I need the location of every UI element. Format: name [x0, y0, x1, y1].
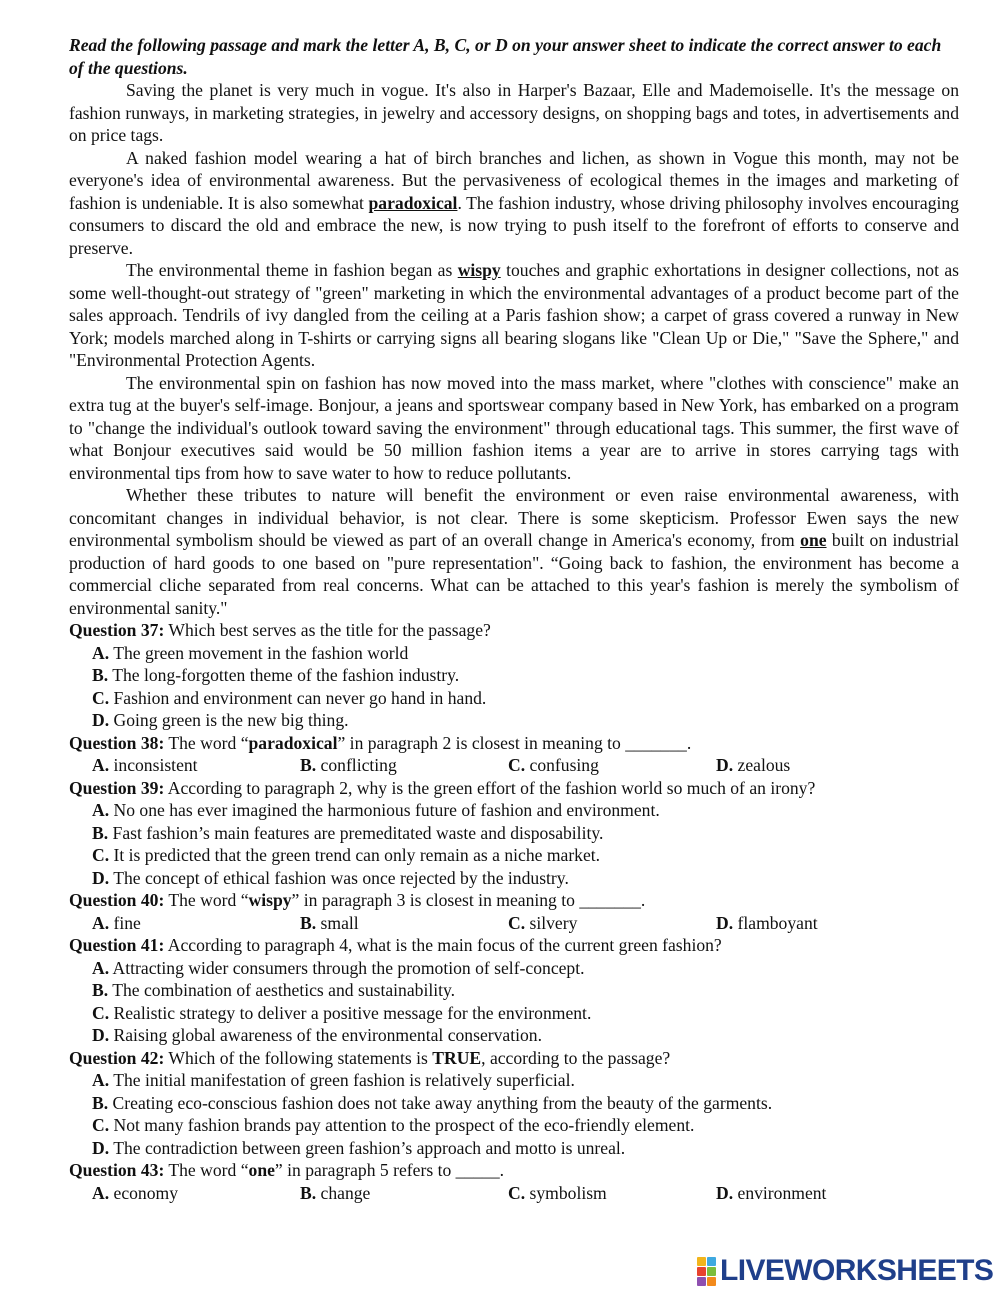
question-label: Question 42: [69, 1047, 165, 1068]
question-43: Question 43: The word “one” in paragraph 5 refers to _____. [69, 1160, 505, 1180]
keyword-wispy: wispy [457, 260, 501, 280]
question-keyword: one [248, 1160, 275, 1180]
q42-option-a[interactable]: A. The initial manifestation of green fashion is relatively superficial. [92, 1070, 575, 1090]
paragraph-1: Saving the planet is very much in vogue. It's also in Harper's Bazaar, Elle and Mademoiselle. It's the message on fashion runways, in marketing strategies, in jewelry and accessory designs, on shopping bags and totes, in advertisements and on price tags. [69, 80, 959, 145]
question-label: Question 40: [69, 890, 165, 910]
q42-option-c[interactable]: C. Not many fashion brands pay attention to the prospect of the eco-friendly element. [92, 1115, 695, 1135]
q43-option-d[interactable]: D. environment [716, 1182, 827, 1203]
paragraph-3 [69, 259, 959, 372]
paragraph-5-text-b: built on industrial production of hard goods to one based on "pure representation". “Going back to fashion, the environment has become a commercial cliche separated from real concerns. What can be attached to this year's fashion is merely the symbolism of environmental sanity." [69, 530, 959, 618]
question-label: Question 38: [69, 732, 165, 753]
q38-option-c[interactable]: C. confusing [508, 755, 599, 775]
q39-option-a[interactable]: A. No one has ever imagined the harmonious future of fashion and environment. [92, 800, 660, 820]
question-39 [69, 777, 959, 800]
liveworksheets-logo-icon [697, 1257, 716, 1286]
paragraph-2 [69, 147, 959, 260]
keyword-one: one [800, 530, 827, 550]
question-40: Question 40: The word “wispy” in paragraph 3 is closest in meaning to _______. [69, 890, 646, 910]
paragraph-4: The environmental spin on fashion has now moved into the mass market, where "clothes with conscience" make an extra tug at the buyer's self-image. Bonjour, a jeans and sportswear company based in New York, has embarked on a program to "change the individual's outlook toward saving the environment" through educational tags. This summer, the first wave of what Bonjour executives said would be 50 million fashion items a year are to arrive in stores carrying tags with environmental tips from how to save water to how to reduce pollutants. [69, 372, 959, 483]
q38-option-d[interactable]: D. zealous [716, 755, 791, 775]
question-text: According to paragraph 4, what is the main focus of the current green fashion? [164, 935, 722, 955]
paragraph-2-text-b: . The fashion industry, whose driving philosophy involves encouraging consumers to discard the old and embrace the new, is now trying to push itself to the forefront of efforts to conserve and preserve. [69, 192, 959, 258]
question-37 [69, 619, 959, 642]
question-42: Question 42: Which of the following statements is TRUE, according to the passage? [69, 1047, 671, 1068]
q41-option-b[interactable]: B. The combination of aesthetics and sustainability. [92, 980, 456, 1000]
q38-option-a[interactable]: A. inconsistent [92, 755, 198, 775]
question-41 [69, 934, 959, 957]
paragraph-2-text-a: A naked fashion model wearing a hat of birch branches and lichen, as shown in Vogue this month, may not be everyone's idea of environmental awareness. But the pervasiveness of ecological themes in the images and marketing of fashion is undeniable. It is also somewhat [69, 147, 959, 213]
q43-option-c[interactable]: C. symbolism [508, 1182, 607, 1203]
paragraph-5 [69, 484, 959, 619]
question-38: Question 38: The word “paradoxical” in paragraph 2 is closest in meaning to _______. [69, 732, 692, 753]
question-keyword: paradoxical [248, 732, 338, 753]
question-keyword: TRUE [432, 1047, 482, 1068]
q39-option-b[interactable]: B. Fast fashion’s main features are premeditated waste and disposability. [92, 822, 604, 843]
q41-option-d[interactable]: D. Raising global awareness of the environmental conservation. [92, 1025, 542, 1045]
q41-option-a[interactable]: A. Attracting wider consumers through the promotion of self-concept. [92, 957, 585, 978]
q38-option-b[interactable]: B. conflicting [300, 755, 397, 775]
q40-option-b[interactable]: B. small [300, 912, 359, 933]
paragraph-3-text-a: The environmental theme in fashion began as [126, 260, 458, 280]
question-label: Question 39: [69, 777, 165, 798]
q40-option-c[interactable]: C. silvery [508, 912, 578, 933]
brand-name: LIVEWORKSHEETS [720, 1254, 994, 1287]
question-label: Question 37: [69, 620, 165, 640]
q39-option-c[interactable]: C. It is predicted that the green trend can only remain as a niche market. [92, 845, 601, 865]
paragraph-3-text-b: touches and graphic exhortations in designer collections, not as some well-thought-out strategy of "green" marketing in which the environmental advantages of a product become part of the sales approach. Tendrils of ivy dangled from the ceiling at a Paris fashion show; a carpet of grass covered a runway in New York; models marched along in T-shirts or carrying signs all bearing slogans like "Clean Up or Die," "Save the Sphere," and "Environmental Protection Agents. [69, 260, 959, 370]
q39-option-d[interactable]: D. The concept of ethical fashion was once rejected by the industry. [92, 867, 569, 888]
q37-option-c[interactable]: C. Fashion and environment can never go hand in hand. [92, 687, 487, 708]
q37-option-b[interactable]: B. The long-forgotten theme of the fashion industry. [92, 665, 460, 685]
question-text: Which best serves as the title for the passage? [164, 620, 491, 640]
question-label: Question 43: [69, 1160, 165, 1180]
q42-option-d[interactable]: D. The contradiction between green fashion’s approach and motto is unreal. [92, 1137, 626, 1158]
worksheet [69, 34, 959, 1204]
question-keyword: wispy [248, 890, 292, 910]
q43-option-a[interactable]: A. economy [92, 1182, 179, 1203]
q40-options [69, 912, 959, 935]
q38-options [69, 754, 959, 777]
q43-options [69, 1182, 959, 1205]
question-label: Question 41: [69, 935, 165, 955]
q42-option-b[interactable]: B. Creating eco-conscious fashion does not take away anything from the beauty of the garments. [92, 1092, 773, 1113]
question-text: According to paragraph 2, why is the green effort of the fashion world so much of an irony? [164, 777, 816, 798]
q41-option-c[interactable]: C. Realistic strategy to deliver a positive message for the environment. [92, 1002, 592, 1023]
instructions: Read the following passage and mark the letter A, B, C, or D on your answer sheet to indicate the correct answer to each of the questions. [69, 35, 942, 78]
q37-option-a[interactable]: A. The green movement in the fashion world [92, 642, 409, 663]
q40-option-d[interactable]: D. flamboyant [716, 912, 818, 933]
keyword-paradoxical: paradoxical [368, 192, 458, 213]
q40-option-a[interactable]: A. fine [92, 912, 141, 933]
liveworksheets-logo [697, 1254, 993, 1288]
paragraph-5-text-a: Whether these tributes to nature will benefit the environment or even raise environmental awareness, with concomitant changes in individual behavior, is not clear. There is some skepticism. Professor Ewen says the new environmental symbolism should be viewed as part of an overall change in America's economy, from [69, 485, 959, 550]
q37-option-d[interactable]: D. Going green is the new big thing. [92, 710, 349, 730]
q43-option-b[interactable]: B. change [300, 1182, 371, 1203]
